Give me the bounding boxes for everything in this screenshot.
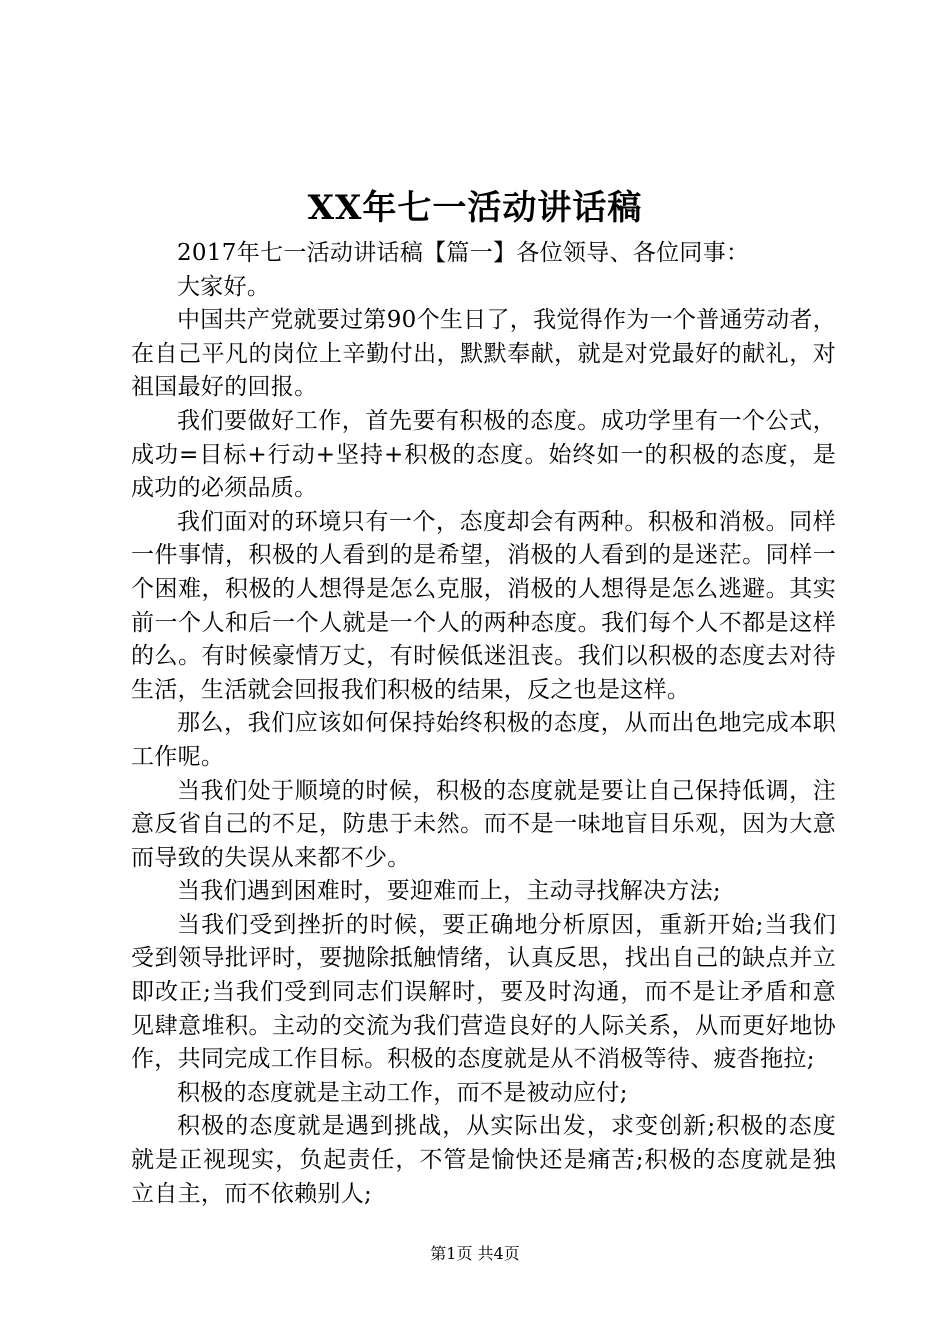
paragraph-setbacks: 当我们受到挫折的时候，要正确地分析原因，重新开始;当我们受到领导批评时，要抛除抵触情绪，认真反思，找出自己的缺点并立即改正;当我们受到同志们误解时，要及时沟通，而不是让矛盾和意见肆意堆积。主动的交流为我们营造良好的人际关系，从而更好地协作，共同完成工作目标。积极的态度就是从不消极等待、疲沓拖拉; — [131, 911, 836, 1073]
paragraph-challenges: 积极的态度就是遇到挑战，从实际出发，求变创新;积极的态度就是正视现实，负起责任，不管是愉快还是痛苦;积极的态度就是独立自主，而不依赖别人; — [131, 1113, 836, 1207]
paragraph-greeting: 2017年七一活动讲话稿【篇一】各位领导、各位同事： — [177, 240, 750, 266]
paragraph-hello: 大家好。 — [177, 273, 271, 300]
paragraph-how-to-keep: 那么，我们应该如何保持始终积极的态度，从而出色地完成本职工作呢。 — [131, 710, 836, 770]
paragraph-party-birthday: 中国共产党就要过第90个生日了，我觉得作为一个普通劳动者，在自己平凡的岗位上辛勤付出，默默奉献，就是对党最好的献礼，对祖国最好的回报。 — [131, 307, 836, 401]
paragraph-difficulties: 当我们遇到困难时，要迎难而上，主动寻找解决方法; — [177, 878, 721, 905]
document-title: XX年七一活动讲话稿 — [307, 188, 643, 228]
paragraph-two-attitudes: 我们面对的环境只有一个，态度却会有两种。积极和消极。同样一件事情，积极的人看到的是希望，消极的人看到的是迷茫。同样一个困难，积极的人想得是怎么克服，消极的人想得是怎么逃避。其实前一个人和后一个人就是一个人的两种态度。我们每个人不都是这样的么。有时候豪情万丈，有时候低迷沮丧。我们以积极的态度去对待生活，生活就会回报我们积极的结果，反之也是这样。 — [131, 508, 836, 703]
document-body — [131, 237, 836, 1211]
paragraph-positive-attitude: 我们要做好工作，首先要有积极的态度。成功学里有一个公式，成功=目标+行动+坚持+积极的态度。始终如一的积极的态度，是成功的必须品质。 — [131, 407, 836, 502]
paragraph-favorable-times: 当我们处于顺境的时候，积极的态度就是要让自己保持低调，注意反省自己的不足，防患于未然。而不是一味地盲目乐观，因为大意而导致的失误从来都不少。 — [131, 777, 836, 871]
paragraph-active-work: 积极的态度就是主动工作，而不是被动应付; — [177, 1079, 628, 1106]
page-footer: 第1页 共4页 — [430, 1244, 520, 1263]
